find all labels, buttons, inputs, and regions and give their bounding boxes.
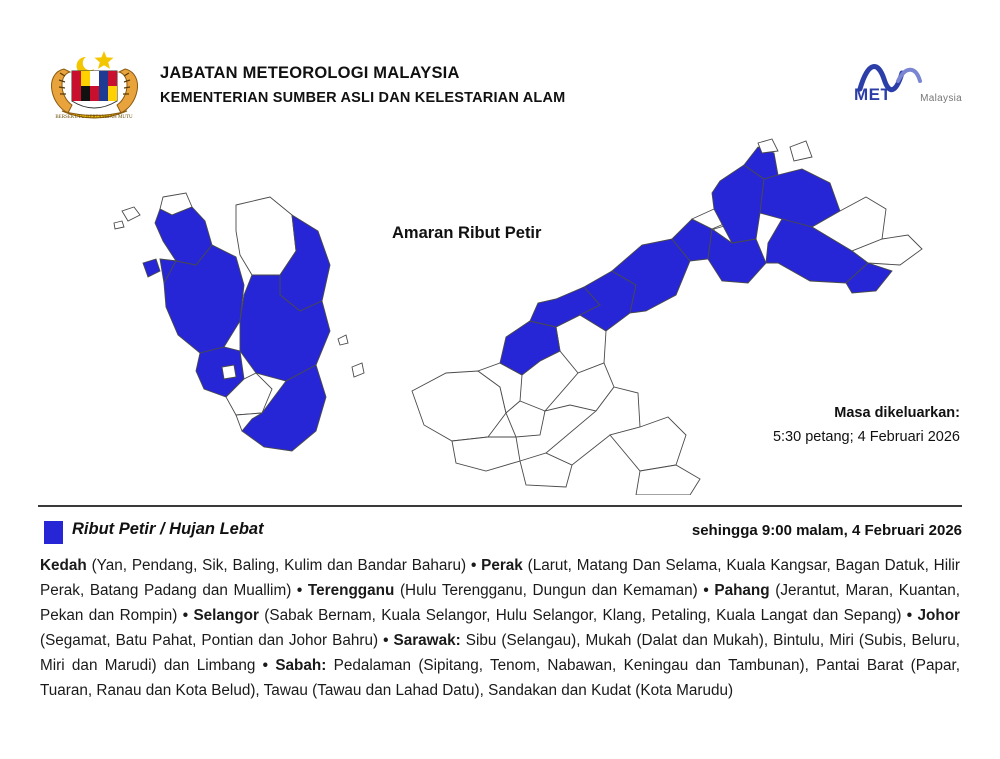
svg-text:BERSEKUTU BERTAMBAH MUTU: BERSEKUTU BERTAMBAH MUTU <box>55 115 133 120</box>
page-header <box>0 0 1000 135</box>
issued-value: 5:30 petang; 4 Februari 2026 <box>772 429 960 445</box>
section-divider <box>38 505 962 507</box>
district-list: (Yan, Pendang, Sik, Baling, Kulim dan Bandar Baharu) <box>86 557 467 574</box>
island-langkawi-small <box>114 221 124 229</box>
federal-territory-kuala-lumpur <box>222 365 236 379</box>
met-logo-subword: Malaysia <box>920 93 962 104</box>
sarawak-sibu-division <box>500 321 560 375</box>
agency-title-block <box>160 62 565 109</box>
entry-separator: • <box>291 582 308 599</box>
district-list: (Jerantut, Maran, Kuantan, Pekan dan Rompin) <box>40 582 960 624</box>
entry-separator: • <box>255 657 276 674</box>
state-name: Pahang <box>714 582 770 599</box>
issued-time-block <box>773 403 960 448</box>
met-logo-word: MET <box>854 85 892 104</box>
entry-separator: • <box>901 607 918 624</box>
island-langkawi <box>122 207 140 221</box>
entry-separator: • <box>378 632 394 649</box>
legend-valid-until: sehingga 9:00 malam, 4 Februari 2026 <box>691 522 962 539</box>
sabah-north-island <box>758 139 778 153</box>
state-name: Sarawak: <box>393 632 461 649</box>
sarawak-serian-division <box>452 437 520 471</box>
issued-label: Masa dikeluarkan: <box>834 405 960 421</box>
state-perak <box>164 245 244 353</box>
state-name: Perak <box>481 557 523 574</box>
state-penang-island <box>143 259 160 277</box>
legend-row <box>38 520 962 548</box>
state-name: Terengganu <box>307 582 395 599</box>
district-list: (Sabak Bernam, Kuala Selangor, Hulu Selangor, Klang, Petaling, Kuala Langat dan Sepang) <box>258 607 902 624</box>
affected-areas-text <box>40 553 960 703</box>
agency-name: JABATAN METEOROLOGI MALAYSIA <box>160 64 460 82</box>
island-tioman <box>352 363 364 377</box>
state-name: Selangor <box>193 607 259 624</box>
district-list: Pedalaman (Sipitang, Tenom, Nabawan, Keningau dan Tambunan), Pantai Barat (Papar, Tuaran, Ranau dan Kota Belud), Tawau (Tawau dan Lahad Datu), Sandakan dan Kudat (Kota Marudu) <box>40 657 960 699</box>
district-list: (Hulu Terengganu, Dungun dan Kemaman) <box>394 582 698 599</box>
entry-separator: • <box>177 607 194 624</box>
island-small-east <box>338 335 348 345</box>
warning-map-area <box>0 135 1000 495</box>
entry-separator: • <box>466 557 482 574</box>
legend-color-swatch <box>44 521 63 544</box>
state-name: Kedah <box>40 557 87 574</box>
district-list: (Segamat, Batu Pahat, Pontian dan Johor Bahru) <box>40 632 379 649</box>
state-name: Johor <box>917 607 961 624</box>
peninsular-malaysia-map <box>114 193 364 451</box>
state-kelantan <box>236 197 296 275</box>
ministry-name: KEMENTERIAN SUMBER ASLI DAN KELESTARIAN ALAM <box>160 90 566 106</box>
entry-separator: • <box>697 582 715 599</box>
malaysia-coat-of-arms-icon <box>42 45 147 125</box>
map-title: Amaran Ribut Petir <box>392 224 542 242</box>
sabah-island-banggi <box>790 141 812 161</box>
district-list: (Larut, Matang Dan Selama, Kuala Kangsar, Bagan Datuk, Hilir Perak, Batang Padang dan Muallim) <box>40 557 960 599</box>
district-list: Sibu (Selangau), Mukah (Dalat dan Mukah), Bintulu, Miri (Subis, Beluru, Miri dan Marudi) dan Limbang <box>40 632 961 674</box>
met-malaysia-logo <box>852 55 962 107</box>
legend-label: Ribut Petir / Hujan Lebat <box>72 520 264 538</box>
state-name: Sabah: <box>275 657 327 674</box>
